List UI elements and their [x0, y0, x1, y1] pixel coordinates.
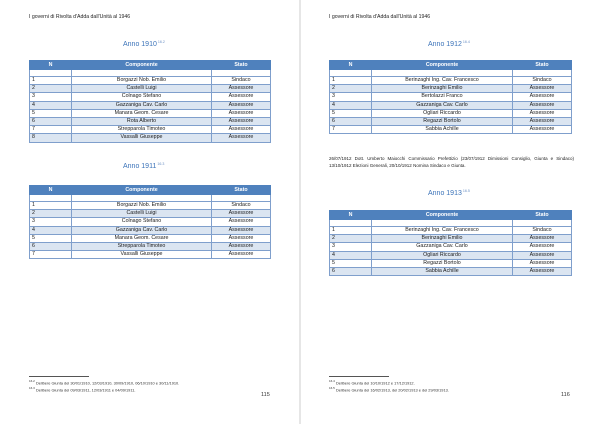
table-body — [330, 220, 572, 276]
cell-number: 5 — [330, 109, 372, 117]
table-header-row — [330, 61, 572, 70]
cell-componente: Sabbia Achille — [372, 267, 513, 275]
cell-componente: Gazzaniga Cav. Carlo — [72, 226, 212, 234]
table-spacer-row — [30, 195, 271, 202]
cell-componente: Vassalli Giuseppe — [72, 251, 212, 259]
cell-number: 5 — [30, 234, 72, 242]
cell-stato: Sindaco — [513, 227, 572, 235]
footnote-text: Delibere Giunta del 09/03/1911, 12/03/1911 e 04/09/1911. — [35, 387, 136, 393]
footnote-ref: 16.2 — [157, 40, 165, 44]
section-title-1913 — [428, 189, 470, 197]
table-row — [330, 126, 572, 134]
cell-number: 5 — [330, 259, 372, 267]
table-row — [30, 109, 271, 117]
cell-number: 6 — [30, 117, 72, 125]
table-row — [330, 101, 572, 109]
cell-stato: Sindaco — [212, 77, 271, 85]
cell-number: 7 — [30, 126, 72, 134]
footnote — [29, 379, 179, 385]
header-componente: Componente — [372, 211, 513, 220]
cell-number: 2 — [330, 85, 372, 93]
cell-componente: Manara Geom. Cesare — [72, 109, 212, 117]
footnote-ref: 16.5 — [462, 189, 470, 193]
footnote-mark: 16.2 — [29, 379, 35, 383]
table-spacer-row — [330, 220, 572, 227]
header-stato: Stato — [212, 186, 271, 195]
cell-number: 1 — [330, 77, 372, 85]
table-row — [330, 109, 572, 117]
cell-componente: Berinzaghi Ing. Cav. Francesco — [372, 227, 513, 235]
cell-stato: Sindaco — [513, 77, 572, 85]
cell-number: 6 — [330, 267, 372, 275]
cell-stato: Assessore — [513, 251, 572, 259]
cell-number: 1 — [330, 227, 372, 235]
table-row — [330, 227, 572, 235]
footnote-divider — [29, 376, 89, 377]
table-row — [330, 235, 572, 243]
cell-stato: Assessore — [212, 109, 271, 117]
table-row — [30, 202, 271, 210]
table-row — [330, 77, 572, 85]
table-row — [330, 117, 572, 125]
cell-stato: Assessore — [513, 85, 572, 93]
table-row — [30, 226, 271, 234]
section-title-text: Anno 1910 — [123, 41, 157, 48]
footnote-ref: 16.3 — [157, 162, 165, 166]
header-componente: Componente — [72, 186, 212, 195]
cell-stato: Assessore — [212, 226, 271, 234]
section-title-text: Anno 1913 — [428, 190, 462, 197]
cell-componente: Ogliari Riccardo — [372, 109, 513, 117]
cell-stato: Assessore — [212, 251, 271, 259]
page-number: 116 — [561, 392, 570, 398]
cell-componente: Colnago Stefano — [72, 218, 212, 226]
header-stato: Stato — [513, 61, 572, 70]
cell-stato: Assessore — [513, 243, 572, 251]
cell-componente: Gazzaniga Cav. Carlo — [372, 243, 513, 251]
cell-componente: Vassalli Giuseppe — [72, 134, 212, 142]
cell-stato: Assessore — [212, 85, 271, 93]
cell-number: 1 — [30, 202, 72, 210]
header-stato: Stato — [212, 61, 271, 70]
cell-stato: Sindaco — [212, 202, 271, 210]
cell-number: 7 — [30, 251, 72, 259]
cell-componente: Gazzaniga Cav. Carlo — [372, 101, 513, 109]
cell-stato: Assessore — [513, 259, 572, 267]
cell-componente: Borgazzi Nob. Emilio — [72, 77, 212, 85]
table-row — [30, 77, 271, 85]
footnote-ref: 16.4 — [462, 40, 470, 44]
table-body — [330, 70, 572, 134]
footnote-text: Delibere Giunta del 16/02/1913, del 20/02/1913 e del 29/03/1913. — [335, 387, 449, 393]
footnote — [329, 386, 449, 392]
cell-number: 3 — [330, 93, 372, 101]
cell-componente: Berinzaghi Emilio — [372, 235, 513, 243]
header-n: N — [30, 186, 72, 195]
cell-number: 3 — [30, 93, 72, 101]
cell-componente: Castelli Luigi — [72, 85, 212, 93]
table-row — [30, 126, 271, 134]
running-head: I governi di Rivolta d'Adda dall'Unità al 1946 — [29, 14, 131, 20]
cell-number: 3 — [330, 243, 372, 251]
table-row — [30, 134, 271, 142]
table-row — [330, 251, 572, 259]
table-row — [30, 234, 271, 242]
footnote-mark: 16.3 — [29, 386, 35, 390]
cell-componente: Strepparola Timoteo — [72, 126, 212, 134]
section-title-text: Anno 1912 — [428, 41, 462, 48]
table-spacer-row — [30, 70, 271, 77]
cell-stato: Assessore — [212, 234, 271, 242]
running-head: I governi di Rivolta d'Adda dall'Unità al 1946 — [329, 14, 431, 20]
section-title-text: Anno 1911 — [123, 163, 157, 170]
cell-number: 1 — [30, 77, 72, 85]
cell-stato: Assessore — [513, 117, 572, 125]
table-header-row — [30, 61, 271, 70]
cell-stato: Assessore — [513, 267, 572, 275]
cell-componente: Manara Geom. Cesare — [72, 234, 212, 242]
commissario-note: 26/07/1912 Dott. Umberto Maiocchi Commissario Prefettizio (23/07/1912 Dimissioni Consiglio, Giunta e Sindaco) 13/10/1912 Elezioni Generali, 20/10/1912 Nomina Sindaco e Giunta. — [329, 156, 574, 169]
table-row — [330, 85, 572, 93]
footnote-mark: 16.4 — [329, 379, 335, 383]
cell-number: 2 — [330, 235, 372, 243]
governo-table-1912 — [329, 60, 572, 134]
footnote — [29, 386, 135, 392]
cell-number: 6 — [30, 242, 72, 250]
table-header-row — [30, 186, 271, 195]
table-row — [30, 117, 271, 125]
left-page — [0, 0, 299, 424]
cell-stato: Assessore — [513, 101, 572, 109]
cell-stato: Assessore — [212, 126, 271, 134]
footnote-mark: 16.5 — [329, 386, 335, 390]
section-title-1912 — [428, 40, 470, 48]
cell-number: 3 — [30, 218, 72, 226]
header-componente: Componente — [72, 61, 212, 70]
footnote-divider — [329, 376, 389, 377]
cell-number: 2 — [30, 210, 72, 218]
footnote-text: Delibere Giunta del 10/10/1912 e 17/12/1912. — [335, 380, 415, 386]
cell-stato: Assessore — [513, 235, 572, 243]
table-row — [30, 210, 271, 218]
cell-number: 4 — [30, 226, 72, 234]
table-row — [30, 251, 271, 259]
cell-number: 4 — [30, 101, 72, 109]
cell-componente: Ogliari Riccardo — [372, 251, 513, 259]
header-stato: Stato — [513, 211, 572, 220]
header-n: N — [330, 211, 372, 220]
table-row — [330, 267, 572, 275]
table-row — [30, 218, 271, 226]
cell-componente: Borgazzi Nob. Emilio — [72, 202, 212, 210]
cell-componente: Castelli Luigi — [72, 210, 212, 218]
cell-number: 4 — [330, 251, 372, 259]
cell-number: 2 — [30, 85, 72, 93]
cell-number: 7 — [330, 126, 372, 134]
cell-stato: Assessore — [513, 93, 572, 101]
cell-componente: Colnago Stefano — [72, 93, 212, 101]
cell-number: 8 — [30, 134, 72, 142]
cell-stato: Assessore — [212, 101, 271, 109]
cell-stato: Assessore — [212, 210, 271, 218]
cell-componente: Regazzi Bortolo — [372, 117, 513, 125]
cell-componente: Rota Alberto — [72, 117, 212, 125]
cell-number: 5 — [30, 109, 72, 117]
cell-componente: Strepparola Timoteo — [72, 242, 212, 250]
governo-table-1911 — [29, 185, 271, 259]
table-row — [30, 85, 271, 93]
cell-stato: Assessore — [212, 218, 271, 226]
cell-stato: Assessore — [212, 242, 271, 250]
table-row — [330, 259, 572, 267]
section-title-1911 — [123, 162, 164, 170]
cell-componente: Gazzaniga Cav. Carlo — [72, 101, 212, 109]
cell-stato: Assessore — [513, 126, 572, 134]
governo-table-1910 — [29, 60, 271, 143]
table-row — [30, 101, 271, 109]
table-body — [30, 195, 271, 259]
cell-componente: Sabbia Achille — [372, 126, 513, 134]
header-n: N — [330, 61, 372, 70]
cell-number: 6 — [330, 117, 372, 125]
cell-componente: Berinzaghi Emilio — [372, 85, 513, 93]
cell-stato: Assessore — [212, 93, 271, 101]
page-number: 115 — [261, 392, 270, 398]
footnote — [329, 379, 415, 385]
table-spacer-row — [330, 70, 572, 77]
cell-stato: Assessore — [212, 117, 271, 125]
footnote-text: Delibere Giunta del 30/01/1910, 12/03/1910, 30/09/1910, 06/10/1910 e 30/11/1910. — [35, 380, 180, 386]
cell-componente: Regazzi Bortolo — [372, 259, 513, 267]
cell-stato: Assessore — [212, 134, 271, 142]
cell-stato: Assessore — [513, 109, 572, 117]
table-body — [30, 70, 271, 143]
table-row — [330, 93, 572, 101]
header-componente: Componente — [372, 61, 513, 70]
cell-componente: Bertolazzi Franco — [372, 93, 513, 101]
cell-number: 4 — [330, 101, 372, 109]
table-header-row — [330, 211, 572, 220]
table-row — [30, 93, 271, 101]
table-row — [30, 242, 271, 250]
table-row — [330, 243, 572, 251]
right-page — [301, 0, 600, 424]
header-n: N — [30, 61, 72, 70]
governo-table-1913 — [329, 210, 572, 276]
cell-componente: Berinzaghi Ing. Cav. Francesco — [372, 77, 513, 85]
section-title-1910 — [123, 40, 165, 48]
